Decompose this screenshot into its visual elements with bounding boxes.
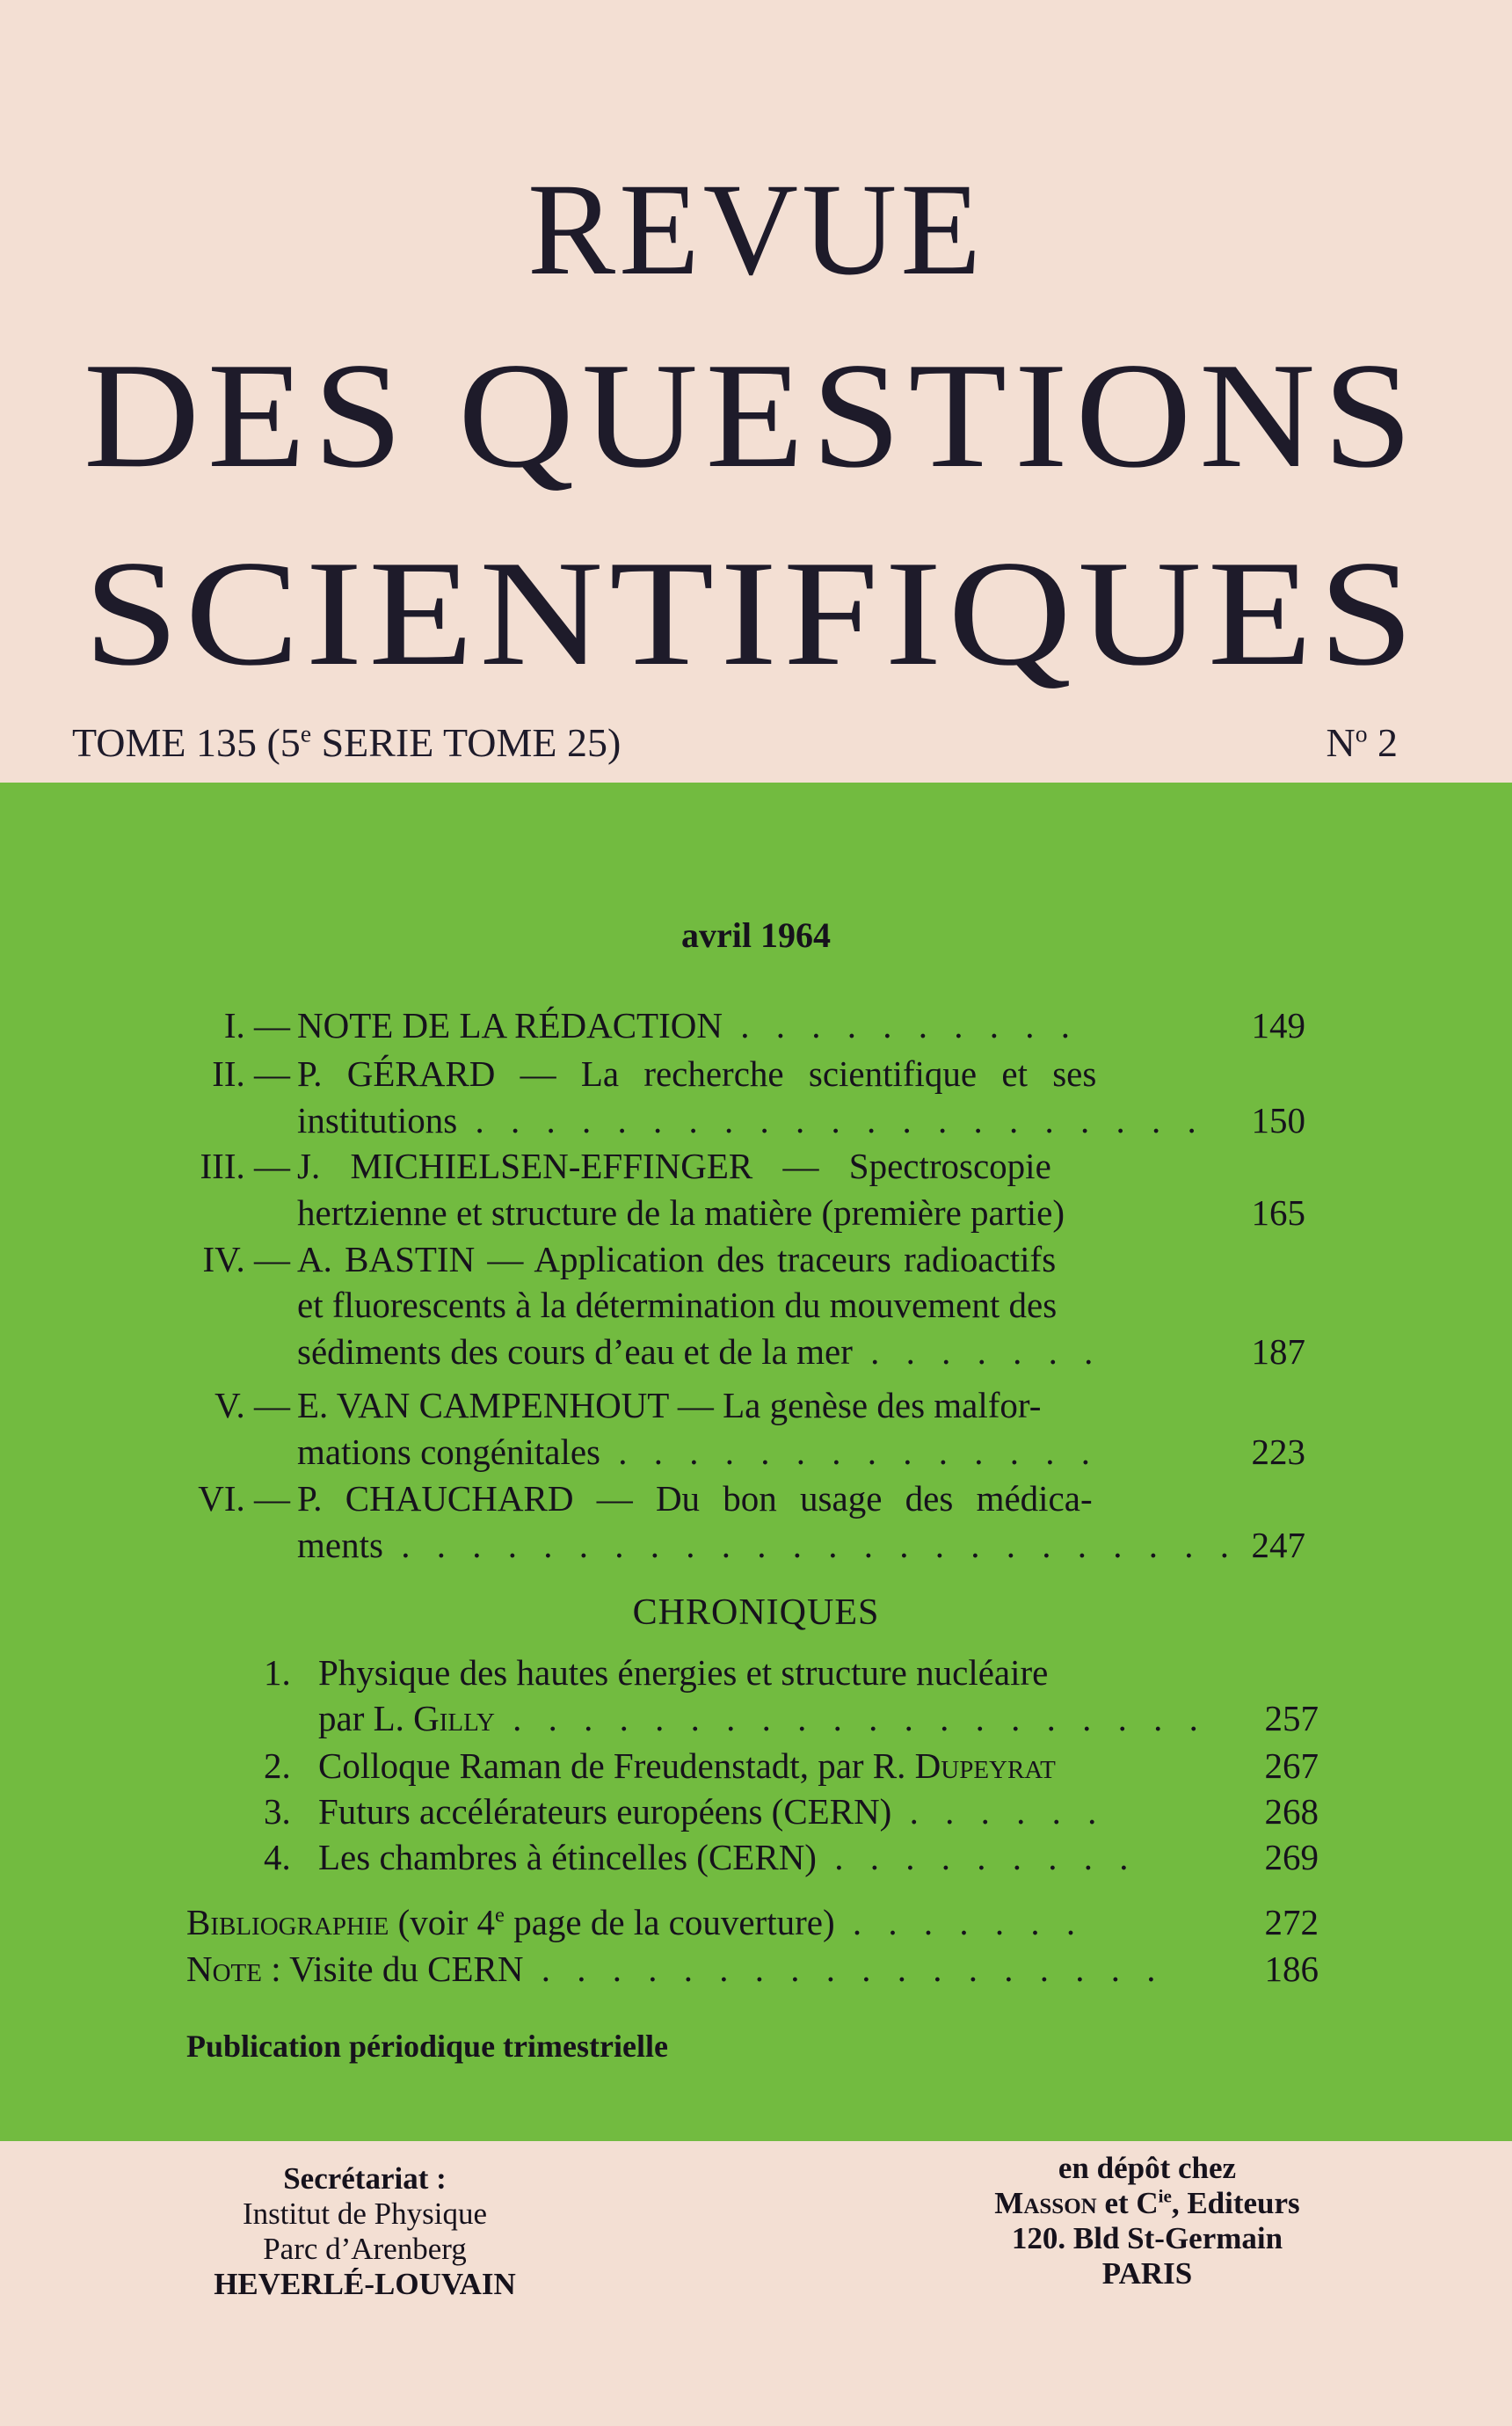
article-page: 187 (1251, 1331, 1305, 1372)
article-line: A. BASTIN — Application des traceurs radioactifs (297, 1239, 1057, 1279)
article-line-3 (297, 1329, 1101, 1374)
chronique-text: par L. (318, 1698, 414, 1738)
numero-suffix: 2 (1367, 720, 1398, 765)
article-page: 150 (1251, 1100, 1305, 1140)
dot-leader: . . . . . . . . . . . . . . . . . . (523, 1949, 1165, 1989)
title-line-1: REVUE (527, 157, 985, 302)
address-line: PARIS (1101, 2256, 1193, 2291)
publisher-suffix: , Editeurs (1171, 2186, 1300, 2220)
bibliographie-page: 272 (1264, 1902, 1319, 1942)
note-label: Note (186, 1949, 262, 1989)
article-number: VI. — (198, 1478, 290, 1519)
address-line: HEVERLÉ-LOUVAIN (214, 2267, 516, 2301)
article-page: 149 (1251, 1005, 1305, 1045)
dot-leader: . . . . . . . . . . . . . . . . . . . . . . . . (382, 1525, 1238, 1565)
chronique-number: 1. (264, 1652, 291, 1693)
publisher-sup: ie (1158, 2185, 1172, 2207)
tome-label (72, 719, 621, 766)
article-number: IV. — (202, 1239, 290, 1279)
tome-suffix: SERIE TOME 25) (311, 720, 622, 765)
dot-leader: . . . . . . . (834, 1902, 1085, 1942)
chronique-line (318, 1743, 1056, 1789)
article-line-2 (297, 1097, 1205, 1143)
article-page: 165 (1251, 1192, 1305, 1233)
bibliographie-line (186, 1899, 1084, 1945)
article-line: E. VAN CAMPENHOUT — La genèse des malfor- (297, 1385, 1042, 1425)
address-line: Secrétariat : (283, 2161, 447, 2196)
dot-leader: . . . . . . . (852, 1331, 1102, 1372)
tome-sup: e (300, 719, 312, 747)
chroniques-heading: CHRONIQUES (632, 1592, 880, 1633)
article-line: P. GÉRARD — La recherche scientifique et ses (297, 1053, 1097, 1094)
chronique-page: 267 (1264, 1745, 1319, 1786)
article-number: III. — (200, 1146, 290, 1186)
dot-leader: . . . . . . . . . (816, 1837, 1138, 1877)
note-page: 186 (1264, 1949, 1319, 1989)
article-line: ments (297, 1525, 383, 1565)
chronique-page: 268 (1264, 1791, 1319, 1832)
chronique-page: 269 (1264, 1837, 1319, 1877)
note-text: : Visite du CERN (261, 1949, 524, 1989)
address-line: en dépôt chez (1058, 2151, 1237, 2185)
article-page: 247 (1251, 1525, 1305, 1565)
article-line-2 (297, 1522, 1238, 1568)
article-line: et fluorescents à la détermination du mouvement des (297, 1285, 1058, 1325)
chronique-author: Dupeyrat (914, 1745, 1056, 1786)
article-line: sédiments des cours d’eau et de la mer (297, 1331, 853, 1372)
article-page: 223 (1251, 1432, 1305, 1472)
publisher-name (941, 2186, 1354, 2221)
tome-prefix: TOME 135 (5 (72, 720, 301, 765)
bibliographie-text-2: page de la couverture) (504, 1902, 835, 1942)
publication-frequency: Publication périodique trimestrielle (186, 2029, 668, 2064)
dot-leader: . . . . . . . . . . . . . . . . . . . . (494, 1698, 1207, 1738)
bibliographie-text: (voir 4 (389, 1902, 496, 1942)
address-line: Institut de Physique (242, 2197, 488, 2231)
chronique-line (318, 1789, 1105, 1834)
chronique-line-2 (318, 1695, 1207, 1741)
article-title (297, 1002, 1079, 1048)
chronique-text: Les chambres à étincelles (CERN) (318, 1837, 817, 1877)
publisher-mid: et C (1096, 2186, 1159, 2220)
address-line: Parc d’Arenberg (263, 2232, 467, 2266)
article-number: V. — (214, 1385, 290, 1425)
chronique-text: Futurs accélérateurs européens (CERN) (318, 1791, 892, 1832)
dot-leader: . . . . . . . . . . . . . . (600, 1432, 1099, 1472)
dot-leader: . . . . . . (891, 1791, 1106, 1832)
article-line-2 (297, 1429, 1099, 1475)
article-line: J. MICHIELSEN-EFFINGER — Spectroscopie (297, 1146, 1051, 1186)
title-line-2: DES QUESTIONS (84, 332, 1421, 499)
numero-sup: o (1355, 719, 1368, 747)
issue-date: avril 1964 (681, 915, 831, 955)
address-line: 120. Bld St-Germain (1011, 2221, 1283, 2255)
article-line: mations congénitales (297, 1432, 600, 1472)
chronique-number: 2. (264, 1745, 291, 1786)
bibliographie-label: Bibliographie (186, 1902, 389, 1942)
article-line: P. CHAUCHARD — Du bon usage des médica- (297, 1478, 1093, 1519)
chronique-line: Physique des hautes énergies et structure nucléaire (318, 1652, 1049, 1693)
dot-leader: . . . . . . . . . . (722, 1005, 1079, 1045)
bibliographie-sup: e (495, 1903, 505, 1927)
chronique-text: Colloque Raman de Freudenstadt, par R. (318, 1745, 915, 1786)
article-line: NOTE DE LA RÉDACTION (297, 1005, 723, 1045)
article-line: hertzienne et structure de la matière (première partie) (297, 1192, 1065, 1233)
article-line: institutions (297, 1100, 458, 1140)
article-number: II. — (212, 1053, 290, 1094)
secretariat-address (158, 2161, 571, 2302)
chronique-author: Gilly (413, 1698, 495, 1738)
chronique-line (318, 1834, 1137, 1880)
title-line-3: SCIENTIFIQUES (84, 530, 1421, 697)
publisher-sc: Masson (994, 2186, 1097, 2220)
dot-leader: . . . . . . . . . . . . . . . . . . . . . (457, 1100, 1205, 1140)
article-number: I. — (223, 1005, 290, 1045)
chronique-number: 3. (264, 1791, 291, 1832)
chronique-number: 4. (264, 1837, 291, 1877)
numero-prefix: N (1326, 720, 1356, 765)
chronique-page: 257 (1264, 1698, 1319, 1738)
note-line (186, 1946, 1164, 1992)
issue-number (1326, 719, 1398, 766)
publisher-address (941, 2151, 1354, 2291)
